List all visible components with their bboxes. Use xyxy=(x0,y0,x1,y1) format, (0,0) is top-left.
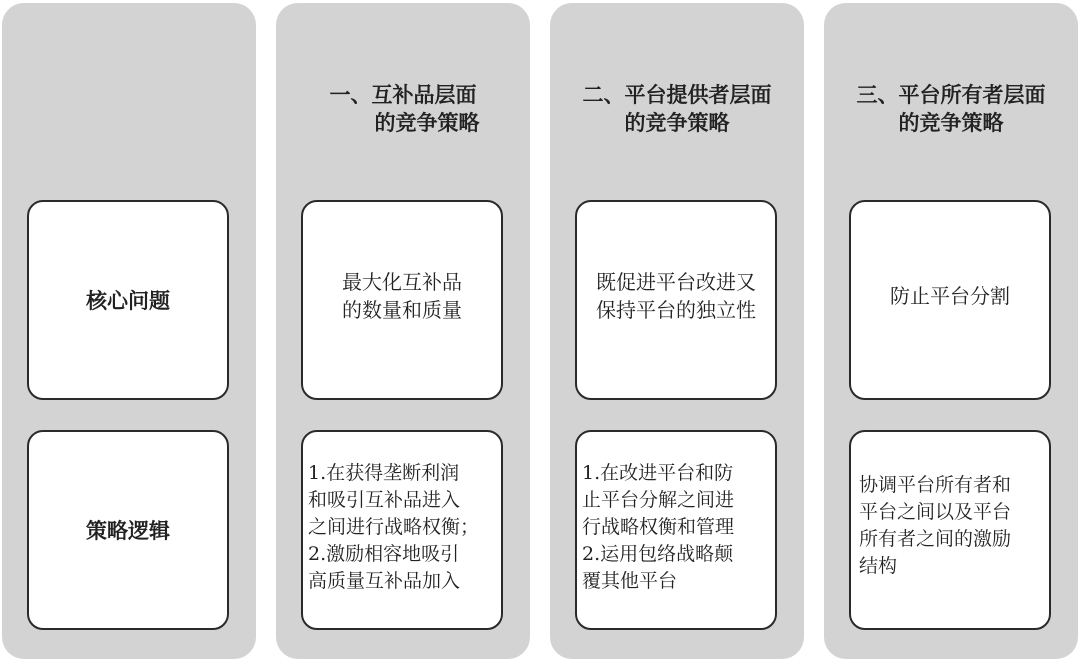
strategy-logic-text xyxy=(859,472,1046,580)
strategy-logic-line: 所有者之间的激励 xyxy=(859,528,1012,550)
core-issue-line: 防止平台分割 xyxy=(890,284,1010,308)
strategy-logic-line: 高质量互补品加入 xyxy=(308,570,461,592)
strategy-logic-line: 协调平台所有者和 xyxy=(859,474,1012,496)
row-label-column xyxy=(2,3,256,659)
strategy-logic-box xyxy=(575,430,777,630)
row-label-core: 核心问题 xyxy=(86,289,170,313)
strategy-logic-line: 之间进行战略权衡； xyxy=(308,516,480,538)
strategy-logic-box xyxy=(301,430,503,630)
core-issue-line: 既促进平台改进又 xyxy=(596,270,756,294)
row-label-logic-box xyxy=(27,430,229,630)
core-issue-box xyxy=(849,200,1051,400)
core-issue-text xyxy=(586,268,766,324)
strategy-logic-text xyxy=(582,460,772,595)
strategy-logic-line: 2.激励相容地吸引 xyxy=(308,543,460,565)
strategy-logic-text xyxy=(308,460,498,595)
core-issue-box xyxy=(575,200,777,400)
strategy-logic-box xyxy=(849,430,1051,630)
column-header-line: 二、平台提供者层面 xyxy=(582,83,772,107)
row-label-logic: 策略逻辑 xyxy=(86,519,170,543)
column-header-line: 的竞争策略 xyxy=(374,111,480,135)
strategy-logic-line: 结构 xyxy=(859,555,898,577)
strategy-logic-line: 平台之间以及平台 xyxy=(859,501,1012,523)
core-issue-text xyxy=(880,282,1020,310)
column-header-line: 三、平台所有者层面 xyxy=(856,83,1046,107)
strategy-logic-line: 1.在获得垄断利润 xyxy=(308,462,460,484)
strategy-logic-line: 2.运用包络战略颠 xyxy=(582,543,734,565)
strategy-column-platform-owner xyxy=(824,3,1078,659)
core-issue-line: 最大化互补品 xyxy=(342,270,462,294)
strategy-logic-line: 止平台分解之间进 xyxy=(582,489,735,511)
column-header-line: 的竞争策略 xyxy=(624,111,730,135)
core-issue-line: 的数量和质量 xyxy=(342,298,462,322)
core-issue-line: 保持平台的独立性 xyxy=(596,298,756,322)
core-issue-text xyxy=(332,268,472,324)
column-header xyxy=(824,81,1078,137)
column-header xyxy=(276,81,530,137)
column-header-line: 一、互补品层面 xyxy=(329,83,477,107)
strategy-logic-line: 行战略权衡和管理 xyxy=(582,516,735,538)
core-issue-box xyxy=(301,200,503,400)
strategy-logic-line: 和吸引互补品进入 xyxy=(308,489,461,511)
row-label-core-box xyxy=(27,200,229,400)
strategy-column-complements xyxy=(276,3,530,659)
column-header xyxy=(550,81,804,137)
column-header-line: 的竞争策略 xyxy=(898,111,1004,135)
strategy-logic-line: 1.在改进平台和防 xyxy=(582,462,734,484)
strategy-column-platform-provider xyxy=(550,3,804,659)
strategy-logic-line: 覆其他平台 xyxy=(582,570,678,592)
